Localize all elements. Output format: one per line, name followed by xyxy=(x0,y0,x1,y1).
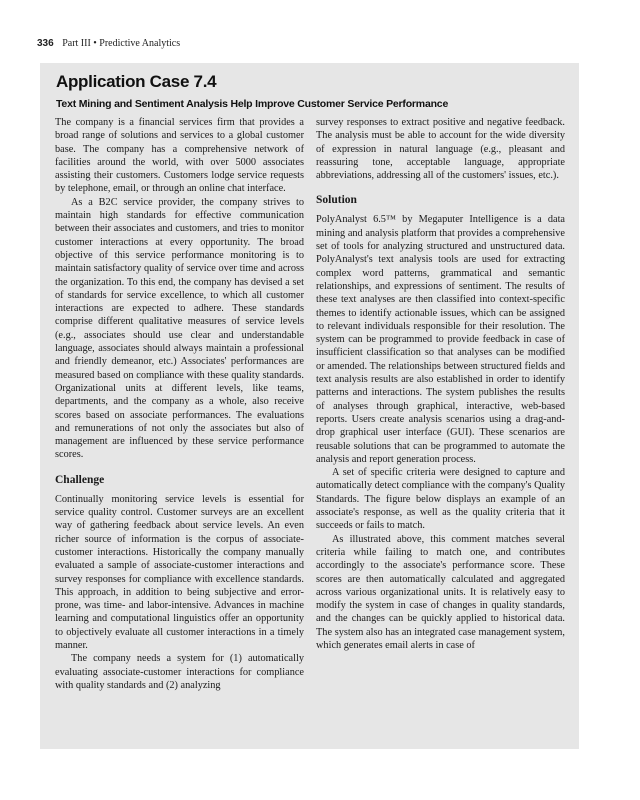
left-column xyxy=(55,116,304,692)
solution-heading: Solution xyxy=(316,194,357,207)
right-paragraph-2: PolyAnalyst 6.5™ by Megaputer Intelligence is a data mining and analysis platform that provides a comprehensive set of tools for analyzing structured and unstructured data. PolyAnalyst's text analysis tools are used for extracting complex word patterns, grammatical and semantic relationships, and expressions of sentiment. The results of these text analyses are then classified into context-specific themes to identify actionable issues, which can be assigned to relevant individuals responsible for their resolution. The system can be programmed to provide feedback in case of insufficient classification so that analyses can be modified or amended. The relationships between structured fields and text analysis results are also established in order to identify patterns and interactions. The system publishes the results of analyses through graphical, interactive, web-based reports. Users create analysis scenarios using a drag-and-drop graphical user interface (GUI). These scenarios are reusable solutions that can be programmed to automate the analysis and report generation process. xyxy=(316,214,565,465)
left-paragraph-4: The company needs a system for (1) automatically evaluating associate-customer interactions for compliance with quality standards and (2) analyzing xyxy=(55,653,304,691)
left-paragraph-1: The company is a financial services firm that provides a broad range of solutions and services to a global customer base. The company has a comprehensive network of facilities around the world, with over 5000 associates assisting their customers. Customers lodge service requests by telephone, email, or through an online chat interface. xyxy=(55,117,304,195)
running-head xyxy=(37,38,180,49)
left-paragraph-2: As a B2C service provider, the company strives to maintain high standards for effective communication between their associates and customers, and tries to monitor customer interactions at every opportunity. The broad objective of this service performance monitoring is to maintain satisfactory quality of service over time and across the organization. To this end, the company has devised a set of standards for service excellence, to which all customer interactions are expected to adhere. These standards comprise different qualitative measures of service levels (e.g., associates should use clear and understandable language, associates should always maintain a professional and friendly demeanor, etc.) Associates' performances are measured based on compliance with these quality standards. Organizational units at different levels, like teams, departments, and the company as a whole, also receive scores based on associate performances. The evaluations and remunerations of not only the associates but also of management are influenced by these service performance scores. xyxy=(55,196,304,461)
case-title: Application Case 7.4 xyxy=(56,72,217,91)
right-paragraph-3: A set of specific criteria were designed to capture and automatically detect compliance with the company's Quality Standards. The figure below displays an example of an associate's response, as well as the quality criteria that it succeeds or fails to match. xyxy=(316,467,565,532)
right-paragraph-4: As illustrated above, this comment matches several criteria while failing to match one, and contributes accordingly to the associate's performance score. These scores are then automatically calculated and aggregated across various organizational units. It is relatively easy to modify the system in case of changes in quality standards, and the changes can be quickly applied to historical data. The system also has an integrated case management system, which generates email alerts in case of xyxy=(316,533,565,651)
right-column xyxy=(316,116,565,652)
running-head-text: Part III • Predictive Analytics xyxy=(62,38,181,49)
right-paragraph-1: survey responses to extract positive and negative feedback. The analysis must be able to account for the wide diversity of expression in natural language (e.g., pleasant and reassuring tone, acceptable language, appropriate abbreviations, addressing all of the customers' issues, etc.). xyxy=(316,117,565,182)
case-subtitle: Text Mining and Sentiment Analysis Help Improve Customer Service Performance xyxy=(56,98,449,110)
left-paragraph-3: Continually monitoring service levels is essential for service quality control. Customer surveys are an excellent way of gathering feedback about service levels. An even richer source of information is the corpus of associate-customer interactions. Historically the company manually evaluated a sample of associate-customer interactions and survey responses for compliance with excellence standards. This approach, in addition to being subjective and error-prone, was time- and labor-intensive. Advances in machine learning and computational linguistics offer an opportunity to objectively evaluate all customer interactions in a timely manner. xyxy=(55,493,304,651)
page-number: 336 xyxy=(37,38,54,49)
challenge-heading: Challenge xyxy=(55,473,105,486)
